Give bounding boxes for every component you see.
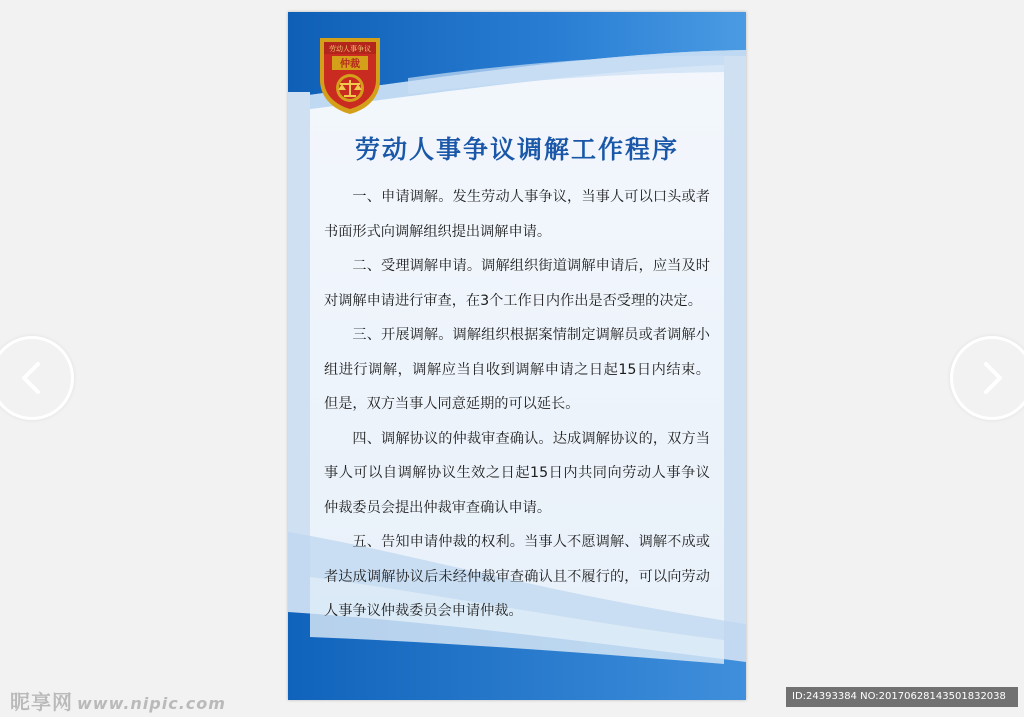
procedure-content — [324, 180, 710, 629]
procedure-step-2: 二、受理调解申请。调解组织街道调解申请后，应当及时对调解申请进行审查，在3个工作日内作出是否受理的决定。 — [324, 258, 710, 309]
image-id-label: ID:24393384 NO:20170628143501832038 — [786, 687, 1018, 707]
procedure-step-4: 四、调解协议的仲裁审查确认。达成调解协议的，双方当事人可以自调解协议生效之日起15日内共同向劳动人事争议仲裁委员会提出仲裁审查确认申请。 — [324, 430, 710, 516]
arbitration-emblem — [316, 34, 384, 116]
watermark-logo: 昵享网 — [10, 690, 73, 714]
site-watermark — [10, 686, 226, 715]
emblem-center-text: 仲裁 — [340, 59, 360, 70]
watermark-url: www.nipic.com — [77, 694, 226, 713]
procedure-step-1: 一、申请调解。发生劳动人事争议，当事人可以口头或者书面形式向调解组织提出调解申请。 — [324, 189, 710, 240]
next-image-button[interactable] — [950, 336, 1024, 420]
chevron-right-icon — [972, 358, 1012, 398]
chevron-left-icon — [12, 358, 52, 398]
procedure-step-5: 五、告知申请仲裁的权利。当事人不愿调解、调解不成或者达成调解协议后未经仲裁审查确认且不履行的，可以向劳动人事争议仲裁委员会申请仲裁。 — [324, 534, 710, 619]
procedure-step-3: 三、开展调解。调解组织根据案情制定调解员或者调解小组进行调解，调解应当自收到调解申请之日起15日内结束。但是，双方当事人同意延期的可以延长。 — [324, 327, 710, 412]
emblem-top-text: 劳动人事争议 — [329, 45, 371, 53]
poster-title: 劳动人事争议调解工作程序 — [354, 135, 679, 164]
poster-image — [288, 12, 746, 700]
previous-image-button[interactable] — [0, 336, 74, 420]
